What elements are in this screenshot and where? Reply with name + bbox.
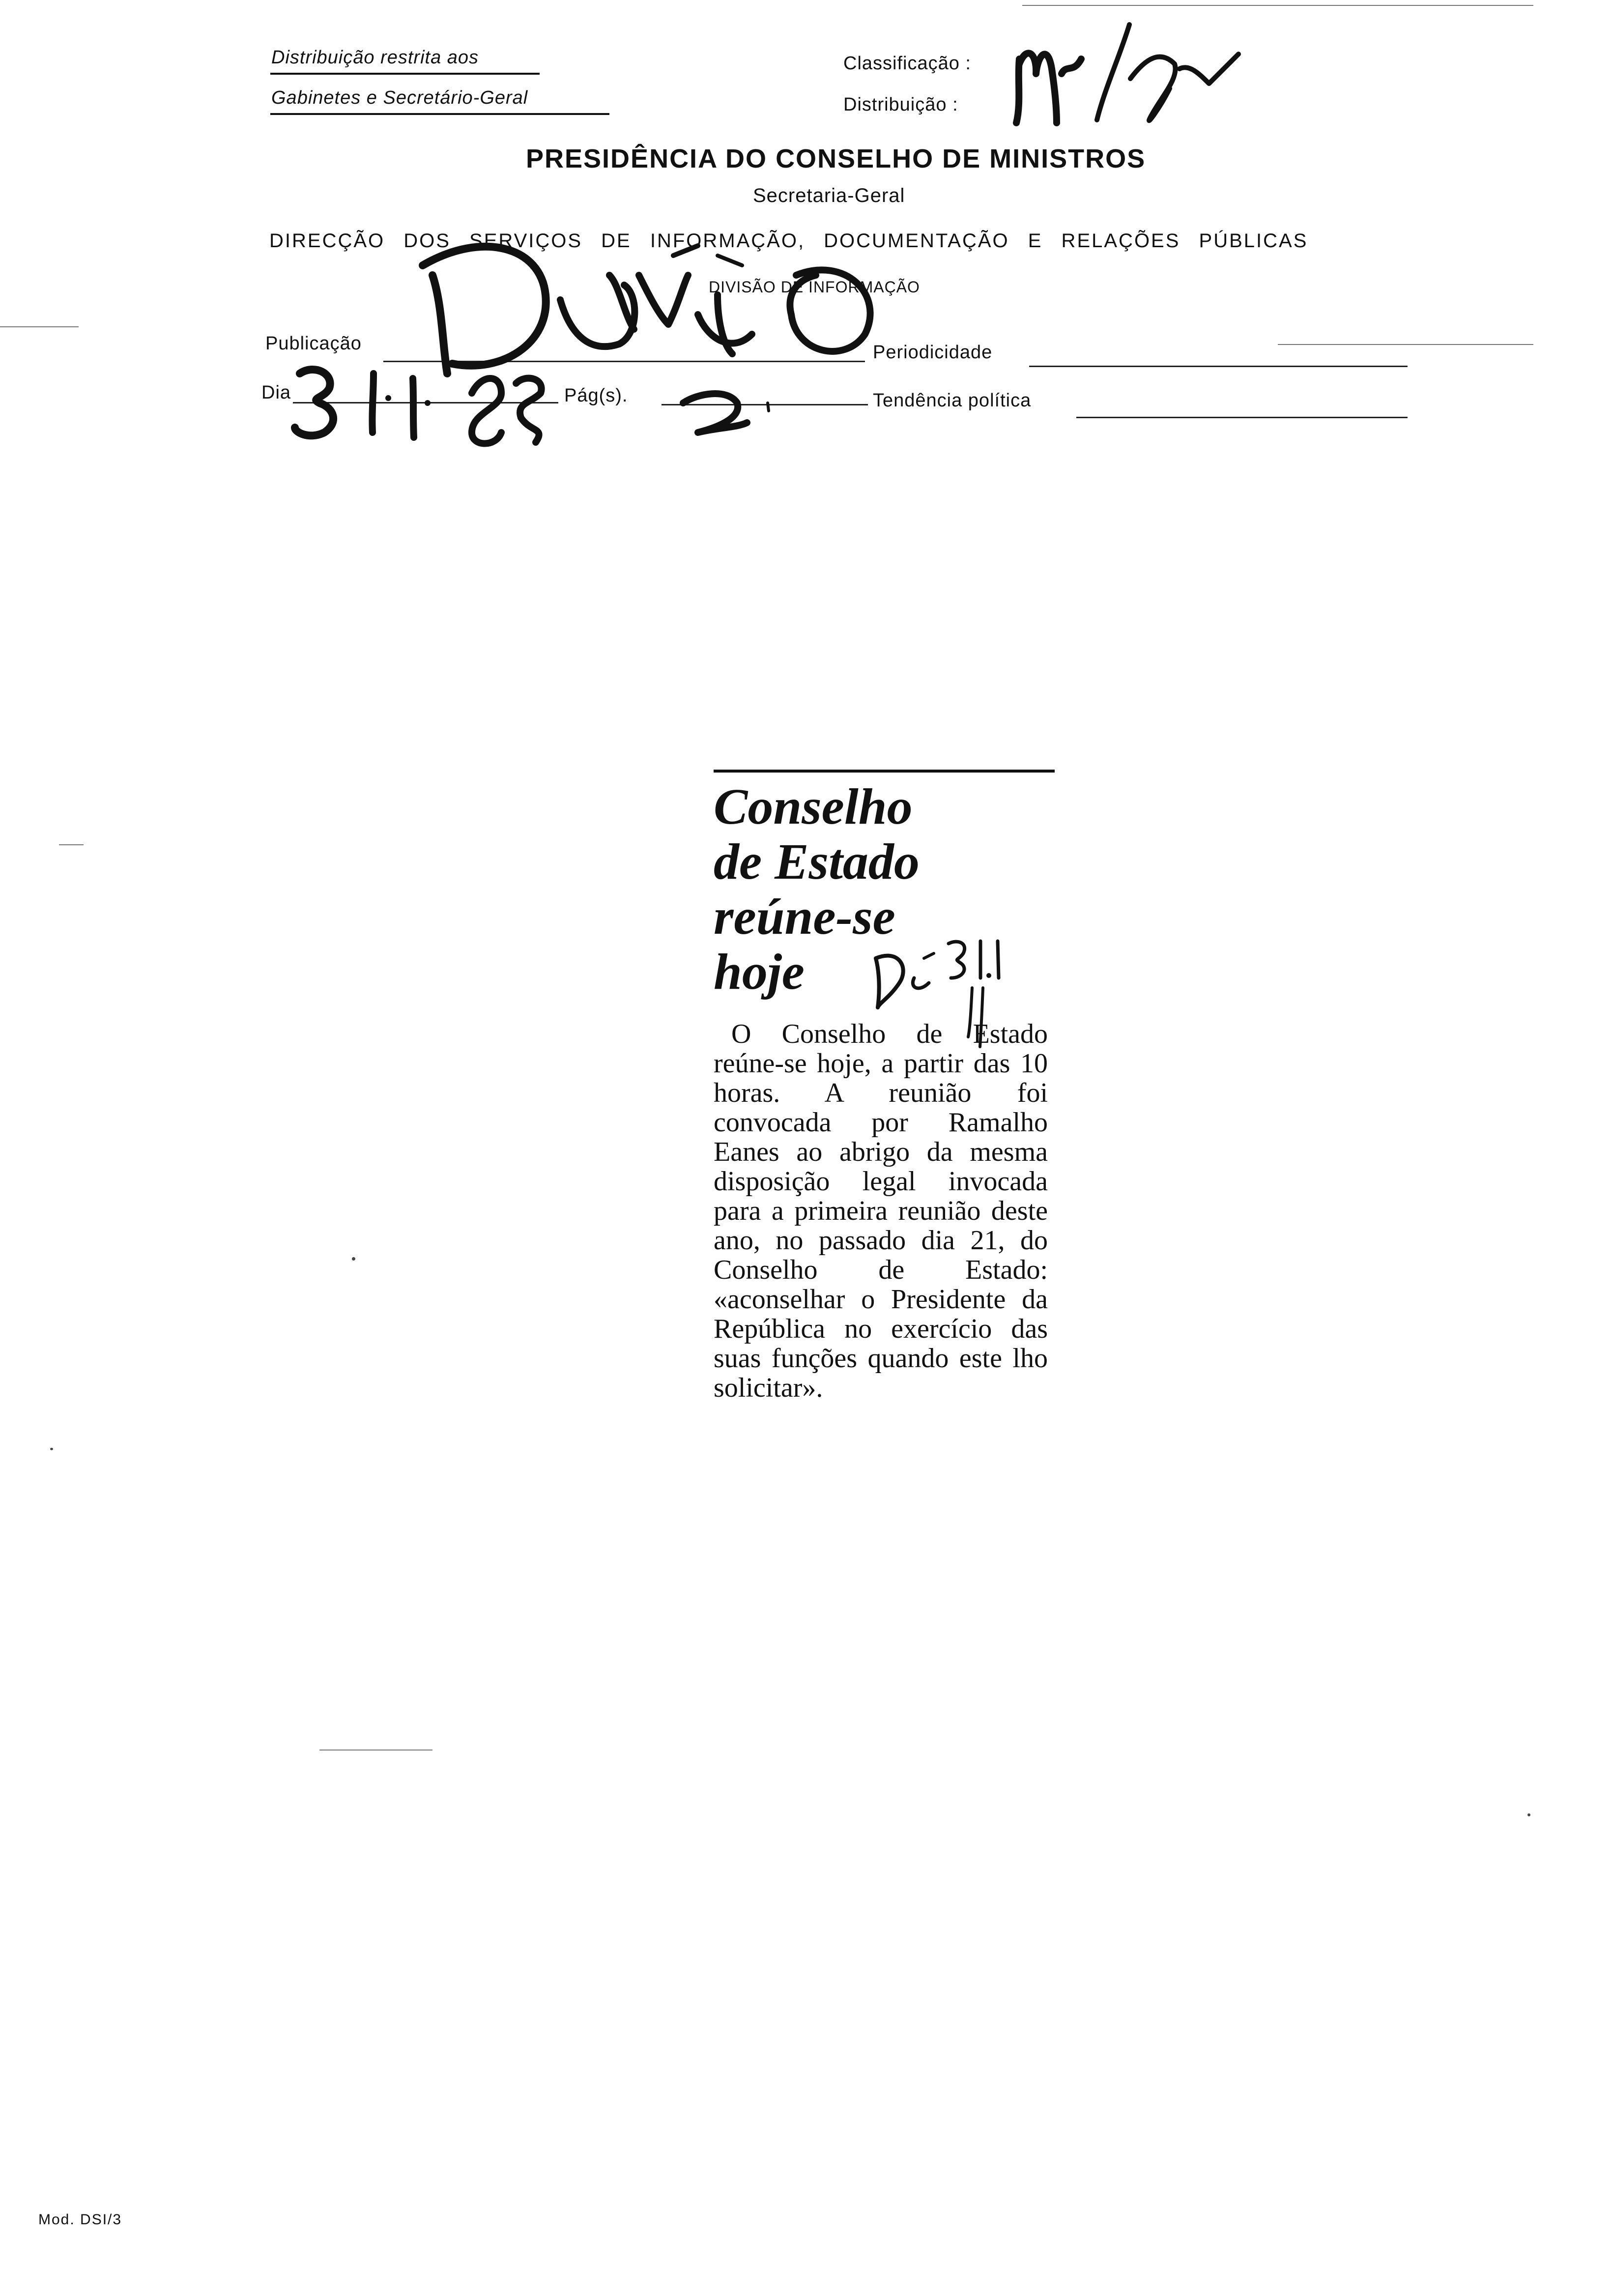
pags-field-line bbox=[662, 404, 868, 405]
scan-speck bbox=[1527, 1813, 1530, 1816]
article-top-rule bbox=[714, 770, 1055, 773]
classificacao-label: Classificação : bbox=[843, 53, 971, 74]
scan-dash bbox=[1022, 5, 1533, 6]
scan-dash bbox=[59, 844, 84, 845]
ministry-title: PRESIDÊNCIA DO CONSELHO DE MINISTROS bbox=[526, 144, 1146, 173]
article-headline-line-2: de Estado bbox=[714, 833, 920, 890]
dia-field-line bbox=[293, 402, 558, 403]
scan-speck bbox=[352, 1257, 355, 1261]
article-headline-line-3: reúne-se bbox=[714, 889, 895, 945]
distribution-underline-1 bbox=[270, 73, 540, 75]
distribution-note-line1: Distribuição restrita aos bbox=[271, 47, 479, 68]
article-body bbox=[714, 1019, 1048, 1403]
article-body-paragraph: O Conselho de Estado reúne-se hoje, a partir das 10 horas. A reunião foi convocada por Ramalho Eanes ao abrigo da mesma disposição legal invocada para a primeira reunião deste ano, no passado dia 21, do Conselho de Estado: «aconselhar o Presidente da República no exercício das suas funções quando este lho solicitar». bbox=[714, 1019, 1048, 1403]
direccao-servicos: DIRECÇÃO DOS SERVIÇOS DE INFORMAÇÃO, DOCUMENTAÇÃO E RELAÇÕES PÚBLICAS bbox=[269, 230, 1308, 252]
scan-dash bbox=[1278, 344, 1533, 345]
distribution-note-line2: Gabinetes e Secretário-Geral bbox=[271, 87, 528, 108]
pags-label: Pág(s). bbox=[564, 385, 628, 406]
scan-dash bbox=[319, 1750, 432, 1751]
tendencia-label: Tendência política bbox=[873, 390, 1032, 411]
publicacao-label: Publicação bbox=[265, 333, 362, 354]
periodicidade-field-line bbox=[1029, 366, 1408, 367]
tendencia-field-line bbox=[1076, 417, 1408, 418]
article-headline-line-1: Conselho bbox=[714, 778, 913, 835]
publicacao-field-line bbox=[383, 361, 865, 362]
dia-label: Dia bbox=[261, 382, 291, 403]
scan-dash bbox=[0, 326, 79, 327]
article-headline-line-4: hoje bbox=[714, 944, 805, 1000]
periodicidade-label: Periodicidade bbox=[873, 342, 993, 363]
distribuicao-label: Distribuição : bbox=[843, 94, 958, 115]
distribution-underline-2 bbox=[270, 113, 609, 115]
divisao-informacao: DIVISÃO DE INFORMAÇÃO bbox=[709, 278, 920, 296]
secretaria-geral: Secretaria-Geral bbox=[753, 185, 905, 206]
form-code: Mod. DSI/3 bbox=[38, 2211, 122, 2228]
scan-speck bbox=[50, 1448, 53, 1450]
